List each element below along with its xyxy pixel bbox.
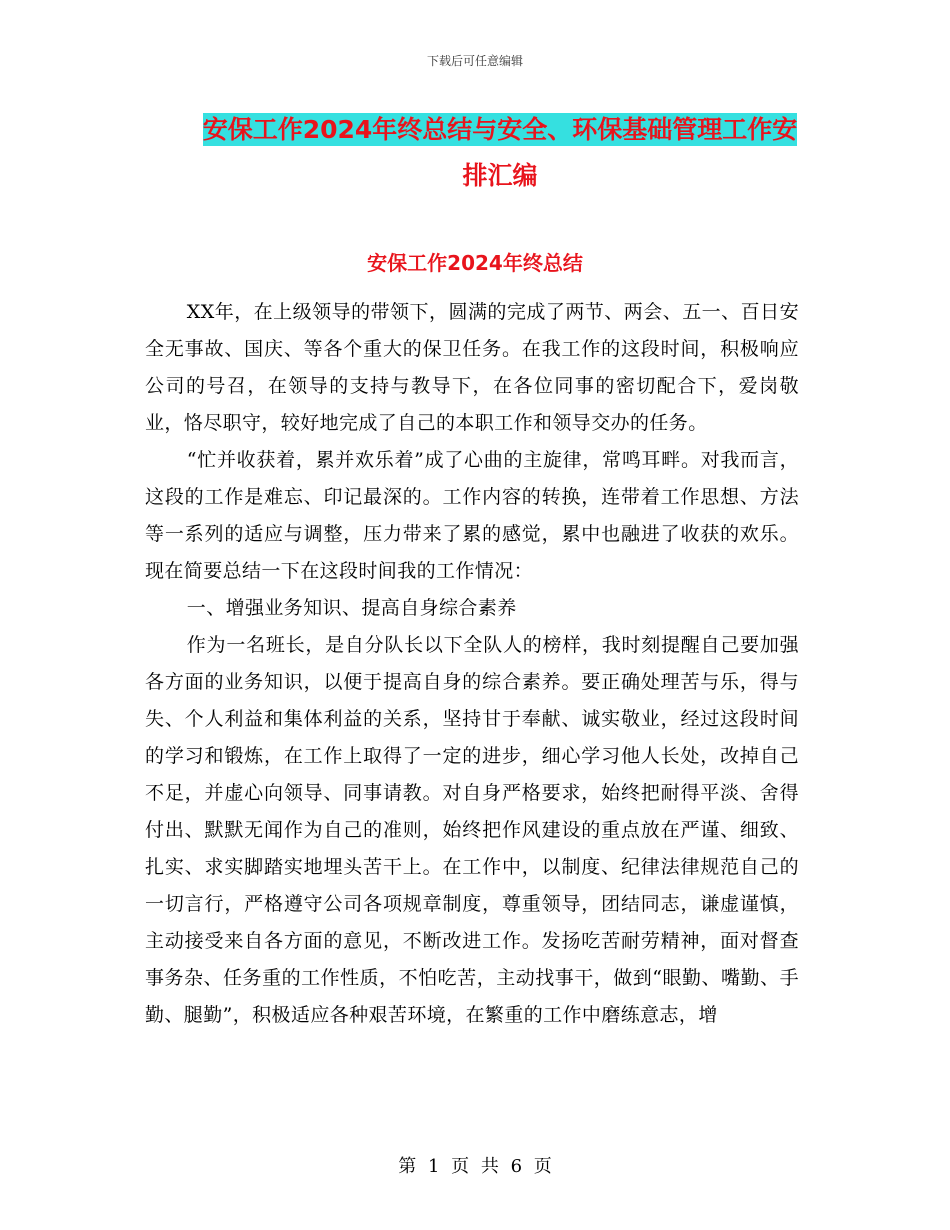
body-text <box>145 294 799 1034</box>
section-heading-1: 一、增强业务知识、提高自身综合素养 <box>186 597 517 619</box>
header-note: 下载后可任意编辑 <box>426 54 523 68</box>
paragraph-3: 作为一名班长，是自分队长以下全队人的榜样，我时刻提醒自己要加强各方面的业务知识，以便于提高自身的综合素养。要正确处理苦与乐，得与失、个人利益和集体利益的关系，坚持甘于奉献、诚实敬业，经过这段时间的学习和锻炼，在工作上取得了一定的进步，细心学习他人长处，改掉自己不足，并虚心向领导、同事请教。对自身严格要求，始终把耐得平淡、舍得付出、默默无闻作为自己的准则，始终把作风建设的重点放在严谨、细致、扎实、求实脚踏实地埋头苦干上。在工作中，以制度、纪律法律规范自己的一切言行，严格遵守公司各项规章制度，尊重领导，团结同志，谦虚谨慎，主动接受来自各方面的意见，不断改进工作。发扬吃苦耐劳精神，面对督查事务杂、任务重的工作性质，不怕吃苦，主动找事干，做到“眼勤、嘴勤、手勤、腿勤”，积极适应各种艰苦环境，在繁重的工作中磨练意志，增 <box>145 634 799 1026</box>
section-title: 安保工作2024年终总结 <box>367 251 583 275</box>
paragraph-2: “忙并收获着，累并欢乐着”成了心曲的主旋律，常鸣耳畔。对我而言，这段的工作是难忘、印记最深的。工作内容的转换，连带着工作思想、方法等一系列的适应与调整，压力带来了累的感觉，累中也融进了收获的欢乐。现在简要总结一下在这段时间我的工作情况： <box>145 449 799 582</box>
main-title-line1: 安保工作2024年终总结与安全、环保基础管理工作安 <box>202 115 798 144</box>
paragraph-1: XX年，在上级领导的带领下，圆满的完成了两节、两会、五一、百日安全无事故、国庆、等各个重大的保卫任务。在我工作的这段时间，积极响应公司的号召，在领导的支持与教导下，在各位同事的密切配合下，爱岗敬业，恪尽职守，较好地完成了自己的本职工作和领导交办的任务。 <box>145 301 799 434</box>
page-footer: 第 1 页 共 6 页 <box>398 1156 552 1177</box>
main-title-line2: 排汇编 <box>462 161 538 190</box>
main-title <box>140 107 860 199</box>
